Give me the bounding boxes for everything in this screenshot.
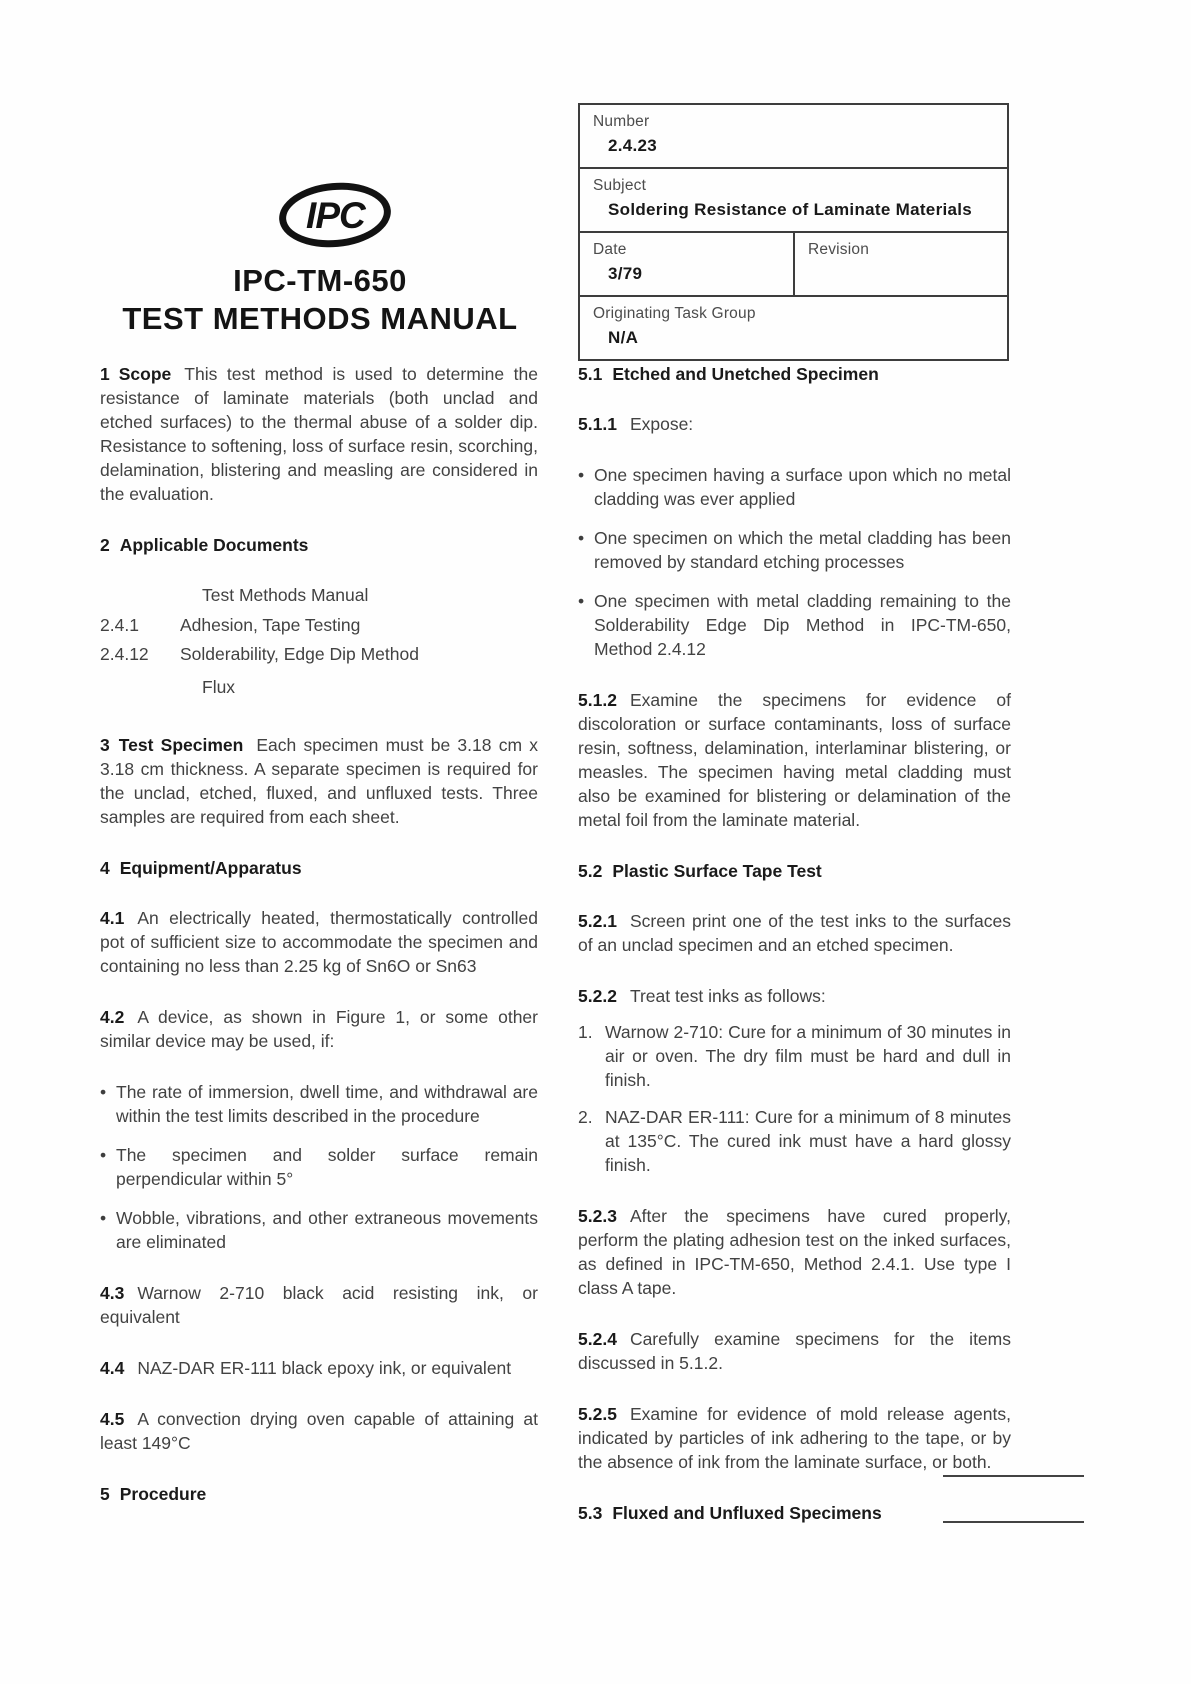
number-value: 2.4.23: [608, 136, 658, 155]
date-cell: [580, 233, 795, 295]
para-body: Screen print one of the test inks to the surfaces of an unclad specimen and an etched specimen.: [578, 911, 1011, 955]
task-group-label: Originating Task Group: [593, 305, 756, 322]
para-body: Carefully examine specimens for the items discussed in 5.1.2.: [578, 1329, 1011, 1373]
bullet-text: • Wobble, vibrations, and other extraneous movements are eliminated: [116, 1208, 538, 1252]
para-5-1-2: [578, 688, 1011, 832]
para-4-2: [100, 1005, 538, 1053]
info-row-date-revision: [580, 233, 1007, 297]
para-number: 5.2.2: [578, 986, 617, 1006]
section-number: 5.2: [578, 861, 603, 881]
para-number: 5.1.2: [578, 690, 617, 710]
para-5-1-1: [578, 412, 1011, 436]
number-label: Number: [593, 113, 650, 130]
para-body: A device, as shown in Figure 1, or some other similar device may be used, if:: [100, 1007, 538, 1051]
task-group-value: N/A: [608, 328, 639, 347]
section-title: Fluxed and Unfluxed Specimens: [612, 1503, 882, 1523]
section-number: 5.1: [578, 364, 603, 384]
list-item: [578, 589, 1011, 661]
list-item: [100, 1080, 538, 1128]
bullet-text: • The rate of immersion, dwell time, and withdrawal are within the test limits described in the procedure: [116, 1082, 538, 1126]
list-item: [100, 1206, 538, 1254]
para-number: 4.5: [100, 1409, 125, 1429]
manual-title-line2: TEST METHODS MANUAL: [122, 301, 518, 336]
para-body: NAZ-DAR ER-111 black epoxy ink, or equivalent: [137, 1358, 512, 1378]
para-body: A convection drying oven capable of attaining at least 149°C: [100, 1409, 538, 1453]
section-number: 3: [100, 735, 110, 755]
para-number: 4.1: [100, 908, 125, 928]
ink-treatment-list: [578, 1020, 1011, 1177]
revision-cell: [795, 233, 1007, 295]
section-title: Applicable Documents: [119, 535, 309, 555]
section-3-test-specimen: [100, 733, 538, 829]
para-number: 5.2.4: [578, 1329, 617, 1349]
ipc-logo-icon: [276, 178, 393, 252]
section-1-scope: [100, 362, 538, 506]
para-body: Warnow 2-710 black acid resisting ink, or equivalent: [100, 1283, 538, 1327]
list-item: [578, 1105, 1011, 1177]
para-number: 5.2.1: [578, 911, 617, 931]
list-marker: 2.: [578, 1107, 593, 1127]
para-body: Treat test inks as follows:: [629, 986, 826, 1006]
section-title: Equipment/Apparatus: [119, 858, 302, 878]
para-number: 4.3: [100, 1283, 125, 1303]
equipment-bullet-list: [100, 1080, 538, 1254]
method-info-box: [578, 103, 1009, 361]
section-5-1-heading: [578, 362, 1011, 386]
para-number: 5.1.1: [578, 414, 617, 434]
doc-ref: 2.4.12: [100, 644, 149, 664]
doc-title: Adhesion, Tape Testing: [180, 615, 361, 635]
para-5-2-5: [578, 1402, 1011, 1474]
section-2-heading: [100, 533, 538, 557]
para-number: 5.2.3: [578, 1206, 617, 1226]
para-body: Expose:: [629, 414, 694, 434]
revision-label: Revision: [808, 241, 870, 258]
section-title: Plastic Surface Tape Test: [612, 861, 822, 881]
para-4-4: [100, 1356, 538, 1380]
signature-line: [943, 1521, 1084, 1523]
para-5-2-2: [578, 984, 1011, 1008]
section-number: 5.3: [578, 1503, 603, 1523]
doc-ref: 2.4.1: [100, 615, 139, 635]
list-marker: 1.: [578, 1022, 593, 1042]
para-5-2-1: [578, 909, 1011, 957]
manual-title: [80, 262, 560, 338]
info-row-task-group: [580, 297, 1007, 359]
para-body: Examine the specimens for evidence of discoloration or surface contaminants, loss of surface resin, softness, delamination, interlaminar blistering, or measles. The specimen having metal cladding must also be examined for blistering or delamination of the metal foil from the laminate material.: [578, 690, 1011, 830]
para-number: 4.4: [100, 1358, 125, 1378]
list-item: [578, 463, 1011, 511]
para-5-2-4: [578, 1327, 1011, 1375]
bullet-text: • One specimen having a surface upon which no metal cladding was ever applied: [594, 465, 1011, 509]
section-body: Each specimen must be 3.18 cm x 3.18 cm thickness. A separate specimen is required for the unclad, etched, fluxed, and unfluxed tests. Three samples are required from each sheet.: [100, 735, 539, 827]
list-item: [578, 1020, 1011, 1092]
section-title: Test Specimen: [118, 735, 244, 755]
section-title: Procedure: [119, 1484, 207, 1504]
para-number: 5.2.5: [578, 1404, 617, 1424]
section-body: This test method is used to determine the resistance of laminate materials (both unclad and etched surfaces) to the thermal abuse of a solder dip. Resistance to softening, loss of surface resin, scorching, delamination, blistering and measling are considered in the evaluation.: [100, 364, 538, 504]
subject-label: Subject: [593, 177, 647, 194]
document-reference-row: [100, 642, 538, 666]
section-number: 2: [100, 535, 110, 555]
manual-title-line1: IPC-TM-650: [233, 263, 407, 298]
para-4-5: [100, 1407, 538, 1455]
section-number: 1: [100, 364, 110, 384]
subject-value: Soldering Resistance of Laminate Materials: [608, 200, 973, 219]
flux-reference-line: Flux: [202, 677, 236, 697]
para-body: Examine for evidence of mold release agents, indicated by particles of ink adhering to the tape, or by the absence of ink from the laminate surface, or both.: [578, 1404, 1011, 1472]
para-number: 4.2: [100, 1007, 125, 1027]
para-body: An electrically heated, thermostatically controlled pot of sufficient size to accommodate the specimen and containing no less than 2.25 kg of Sn6O or Sn63: [100, 908, 538, 976]
list-item: [578, 526, 1011, 574]
ipc-logo-text: IPC: [305, 194, 365, 236]
expose-bullet-list: [578, 463, 1011, 661]
info-row-number: [580, 105, 1007, 169]
signature-line: [943, 1475, 1084, 1477]
list-item: [100, 1143, 538, 1191]
section-number: 5: [100, 1484, 110, 1504]
section-title: Scope: [118, 364, 172, 384]
para-4-1: [100, 906, 538, 978]
doc-title: Solderability, Edge Dip Method: [180, 644, 419, 664]
left-column: [100, 362, 538, 1532]
section-title: Etched and Unetched Specimen: [612, 364, 879, 384]
bullet-text: • One specimen on which the metal cladding has been removed by standard etching processes: [594, 528, 1011, 572]
list-text: NAZ-DAR ER-111: Cure for a minimum of 8 minutes at 135°C. The cured ink must have a hard glossy finish.: [605, 1107, 1011, 1175]
date-label: Date: [593, 241, 627, 258]
bullet-text: • The specimen and solder surface remain perpendicular within 5°: [116, 1145, 538, 1189]
date-value: 3/79: [608, 264, 643, 283]
section-number: 4: [100, 858, 110, 878]
para-4-3: [100, 1281, 538, 1329]
right-column: [578, 362, 1011, 1551]
list-text: Warnow 2-710: Cure for a minimum of 30 minutes in air or oven. The dry film must be hard and dull in finish.: [605, 1022, 1011, 1090]
para-5-2-3: [578, 1204, 1011, 1300]
info-row-subject: [580, 169, 1007, 233]
section-5-heading: [100, 1482, 538, 1506]
bullet-text: • One specimen with metal cladding remaining to the Solderability Edge Dip Method in IPC-TM-650, Method 2.4.12: [594, 591, 1011, 659]
section-5-2-heading: [578, 859, 1011, 883]
section-4-heading: [100, 856, 538, 880]
para-body: After the specimens have cured properly, perform the plating adhesion test on the inked surfaces, as defined in IPC-TM-650, Method 2.4.1. Use type I class A tape.: [578, 1206, 1011, 1298]
manual-reference-line: Test Methods Manual: [202, 585, 369, 605]
document-reference-row: [100, 613, 538, 637]
